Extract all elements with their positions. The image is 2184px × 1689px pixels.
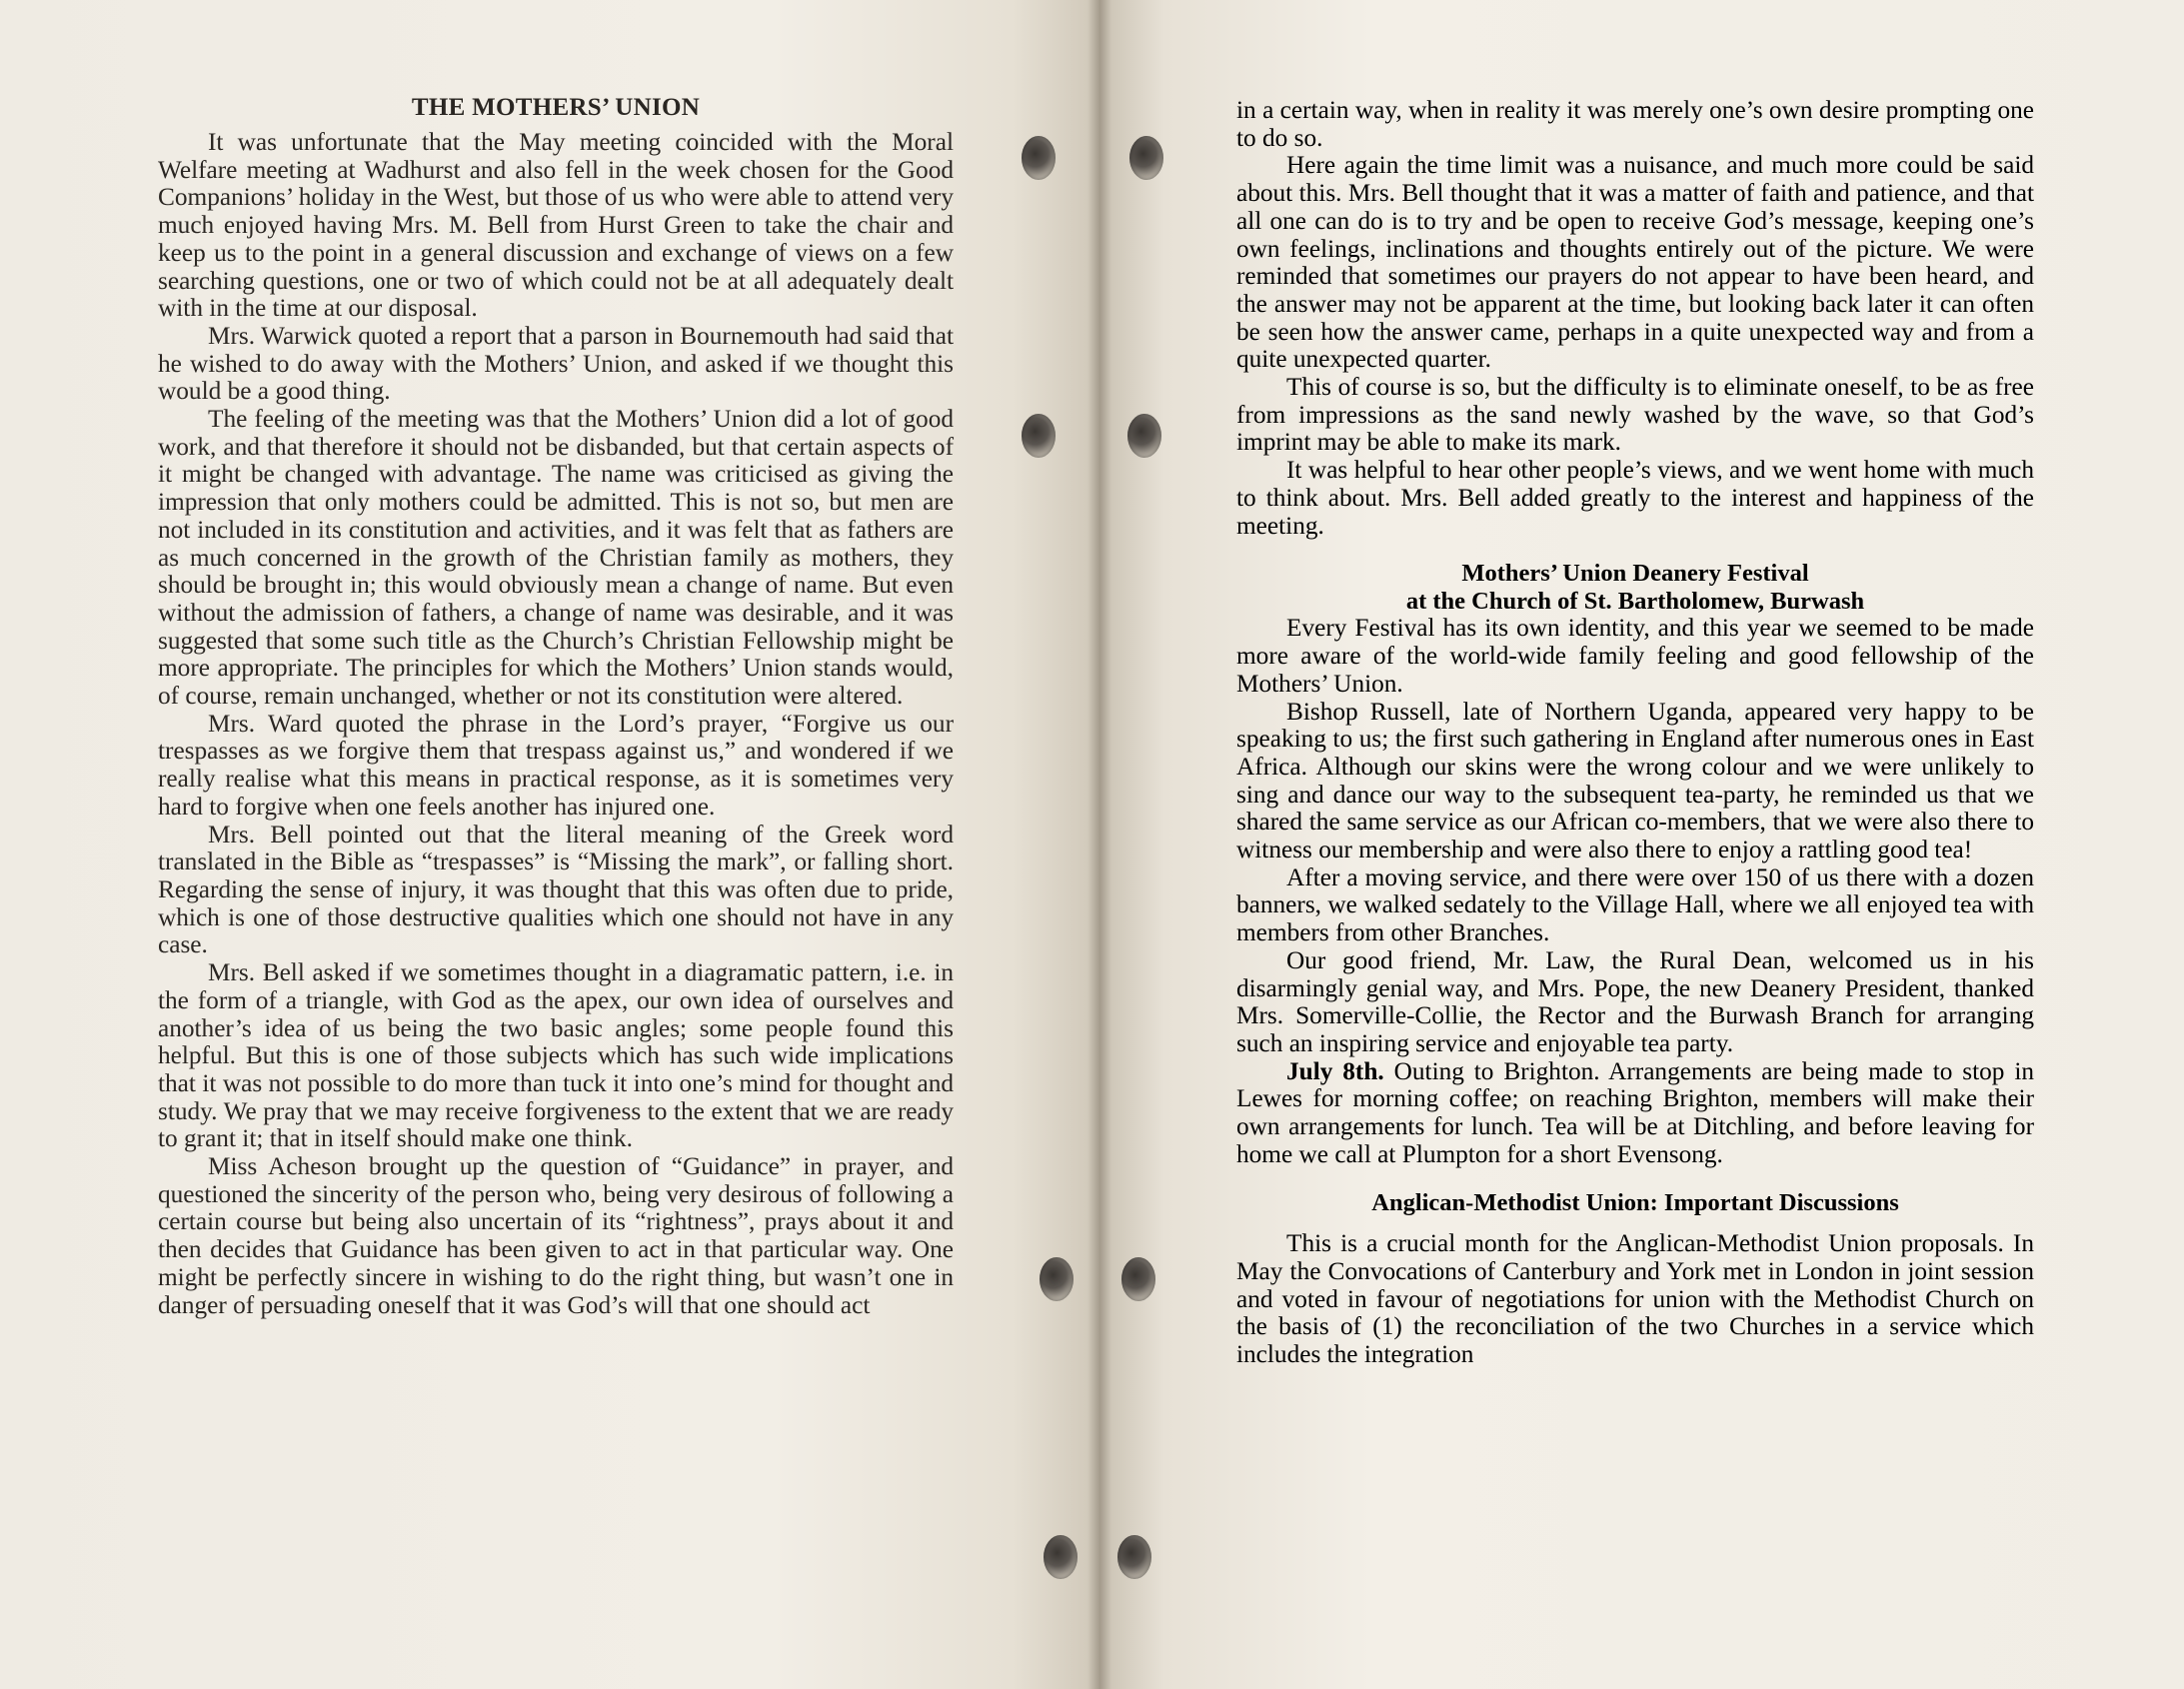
paragraph: It was unfortunate that the May meeting coincided with the Moral Welfare meeting at Wadhurst and also fell in the week chosen for the Good Companions’ holiday in the West, but those of us who were able to attend very much enjoyed having Mrs. M. Bell from Hurst Green to take the chair and keep us to the point in a general discussion and exchange of views on a few searching questions, one or two of which could not be at all adequately dealt with in the time at our disposal.	[158, 128, 954, 323]
paragraph: After a moving service, and there were over 150 of us there with a dozen banners, we walked sedately to the Village Hall, where we all enjoyed tea with members from other Branches.	[1236, 862, 2034, 947]
paragraph: This is a crucial month for the Anglican-Methodist Union proposals. In May the Convocations of Canterbury and York met in London in joint session and voted in favour of negotiations for union with the Methodist Church on the basis of (1) the reconciliation of the two Churches in a service which includes the integration	[1236, 1229, 2034, 1368]
festival-heading-line1: Mothers’ Union Deanery Festival	[1461, 560, 1809, 588]
punch-hole-icon	[1117, 1535, 1151, 1579]
paragraph: Mrs. Ward quoted the phrase in the Lord’s prayer, “Forgive us our trespasses as we forgive them that trespass against us,” and wondered if we really realise what this means in practical response, as it is sometimes very hard to forgive when one feels another has injured one.	[158, 709, 954, 821]
paragraph: Mrs. Bell asked if we sometimes thought in a diagramatic pattern, i.e. in the form of a triangle, with God as the apex, our own idea of ourselves and another’s idea of us being the two basic angles; some people found this helpful. But this is one of those subjects which has such wide implications that it was not possible to do more than tuck it into one’s mind for thought and study. We pray that we may receive forgiveness to the extent that we are ready to grant it; that in itself should make one think.	[158, 958, 954, 1153]
left-page-text	[158, 94, 954, 1319]
right-page-text	[1236, 97, 2034, 1369]
punch-hole-icon	[1127, 414, 1161, 458]
paragraph: Mrs. Warwick quoted a report that a parson in Bournemouth had said that he wished to do away with the Mothers’ Union, and asked if we thought this would be a good thing.	[158, 321, 954, 406]
paragraph: Bishop Russell, late of Northern Uganda, appeared very happy to be speaking to us; the first such gathering in England after numerous ones in East Africa. Although our skins were the wrong colour and we were unlikely to sing and dance our way to the subsequent tea-party, he reminded us that we shared the same service as our African co-members, that we were also there to witness our membership and were also there to enjoy a rattling good tea!	[1236, 697, 2034, 864]
paragraph: Here again the time limit was a nuisance, and much more could be said about this. Mrs. Bell thought that it was a matter of faith and patience, and that all one can do is to try and be open to receive God’s message, keeping one’s own feelings, inclinations and thoughts entirely out of the picture. We were reminded that sometimes our prayers do not appear to have been heard, and the answer may not be apparent at the time, but looking back later it can often be seen how the answer came, perhaps in a quite unexpected way and from a quite unexpected quarter.	[1236, 151, 2034, 374]
paragraph: It was helpful to hear other people’s views, and we went home with much to think about. Mrs. Bell added greatly to the interest and happiness of the meeting.	[1236, 456, 2034, 540]
outing-date: July 8th.	[1286, 1056, 1384, 1085]
punch-hole-icon	[1129, 136, 1163, 180]
page-title: THE MOTHERS’ UNION	[411, 94, 701, 121]
paragraph: Miss Acheson brought up the question of “Guidance” in prayer, and questioned the sincerity of the person who, being very desirous of following a certain course but being also uncertain of its “rightness”, prays about it and then decides that Guidance has been given to act in that particular way. One might be perfectly sincere in wishing to do the right thing, but wasn’t one in danger of persuading oneself that it was God’s will that one should act	[158, 1152, 954, 1319]
union-heading: Anglican-Methodist Union: Important Discussions	[1371, 1188, 1899, 1216]
outing-text: Outing to Brighton. Arrangements are being made to stop in Lewes for morning coffee; on reaching Brighton, members will make their own arrangements for lunch. Tea will be at Ditchling, and before leaving for home we call at Plumpton for a short Evensong.	[1236, 1056, 2035, 1168]
outing-paragraph	[1236, 1058, 2034, 1169]
festival-heading-line2: at the Church of St. Bartholomew, Burwash	[1405, 587, 1865, 615]
paragraph: The feeling of the meeting was that the Mothers’ Union did a lot of good work, and that therefore it should not be disbanded, but that certain aspects of it might be changed with advantage. The name was criticised as giving the impression that only mothers could be admitted. This is not so, but men are not included in its constitution and activities, and it was felt that as fathers are as much concerned in the growth of the Christian family as mothers, they should be brought in; this would obviously mean a change of name. But even without the admission of fathers, a change of name was desirable, and it was suggested that some such title as the Church’s Christian Fellowship might be more appropriate. The principles for which the Mothers’ Union stands would, of course, remain unchanged, whether or not its constitution were altered.	[158, 405, 954, 711]
punch-hole-icon	[1121, 1257, 1155, 1301]
punch-hole-icon	[1022, 136, 1056, 180]
paragraph: Every Festival has its own identity, and this year we seemed to be made more aware of the world-wide family feeling and good fellowship of the Mothers’ Union.	[1236, 614, 2034, 698]
paragraph: This of course is so, but the difficulty is to eliminate oneself, to be as free from impressions as the sand newly washed by the wave, so that God’s imprint may be able to make its mark.	[1236, 373, 2034, 457]
festival-heading	[1236, 560, 2034, 615]
punch-hole-icon	[1040, 1257, 1074, 1301]
continued-paragraph: in a certain way, when in reality it was merely one’s own desire prompting one to do so.	[1236, 96, 2034, 152]
page-gutter	[1088, 0, 1111, 1689]
punch-hole-icon	[1022, 414, 1056, 458]
paragraph: Mrs. Bell pointed out that the literal meaning of the Greek word translated in the Bible as “trespasses” is “Missing the mark”, or falling short. Regarding the sense of injury, it was thought that this was often due to pride, which is one of those destructive qualities which one should not have in any case.	[158, 820, 954, 959]
paragraph: Our good friend, Mr. Law, the Rural Dean, welcomed us in his disarmingly genial way, and Mrs. Pope, the new Deanery President, thanked Mrs. Somerville-Collie, the Rector and the Burwash Branch for arranging such an inspiring service and enjoyable tea party.	[1236, 945, 2034, 1057]
punch-hole-icon	[1044, 1535, 1078, 1579]
